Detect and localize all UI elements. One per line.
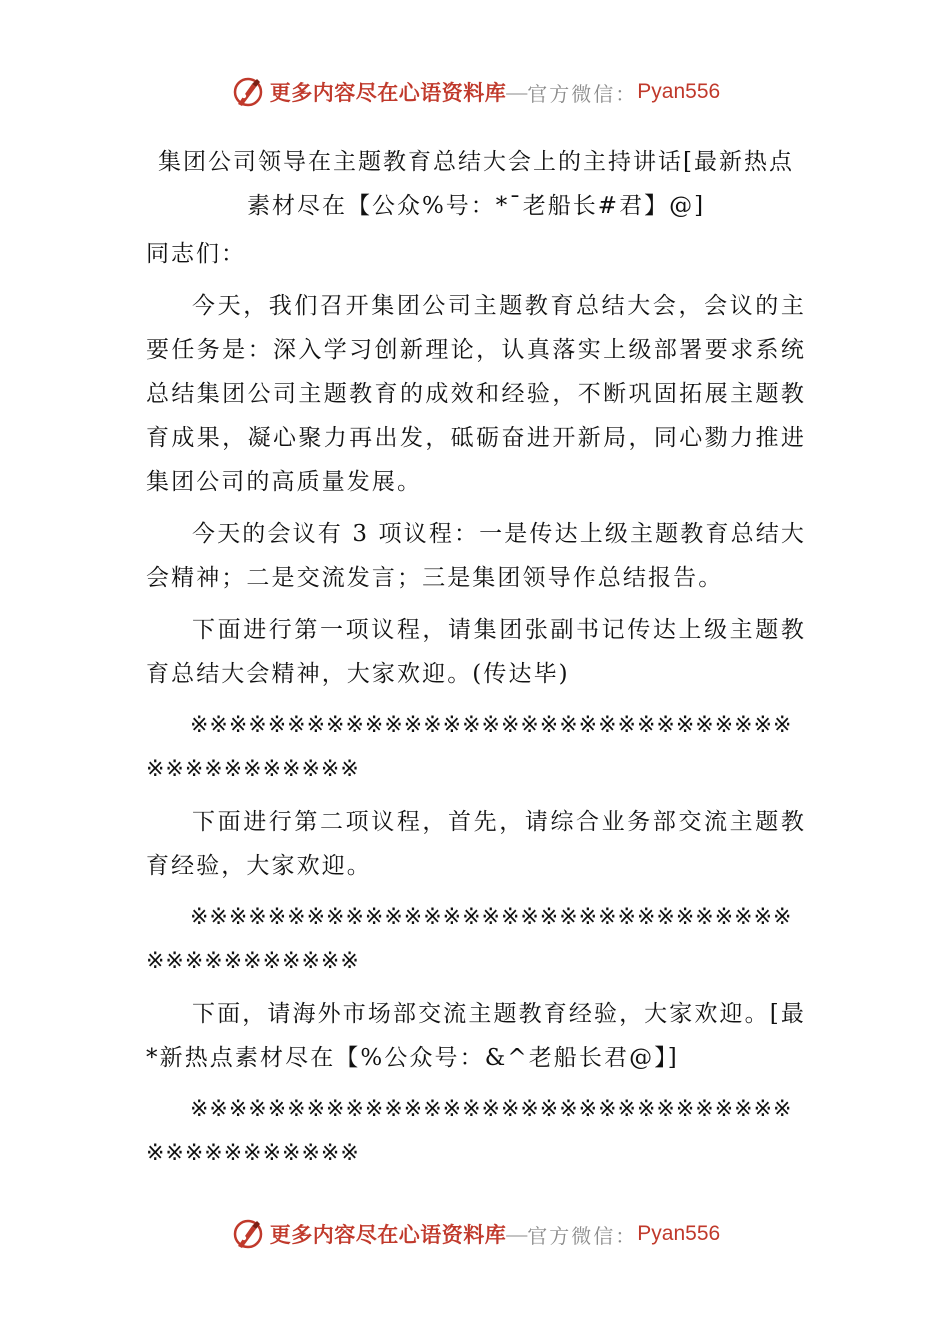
- document-title-line-1: 集团公司领导在主题教育总结大会上的主持讲话[最新热点: [158, 149, 794, 175]
- banner-subtext: 官方微信：: [527, 1223, 638, 1248]
- banner-subtext: 官方微信：: [527, 81, 638, 106]
- banner-text: 更多内容尽在心语资料库: [269, 80, 507, 105]
- separator-stars-2: ※※※※※※※※※※※※※※※※※※※※※※※※※※※※※※※※※※※※※※※※※※: [146, 905, 793, 974]
- paragraph-item-two: 下面进行第二项议程，首先，请综合业务部交流主题教育经验，大家欢迎。: [146, 809, 806, 879]
- pen-logo-icon: [230, 1216, 266, 1252]
- separator-stars-3: ※※※※※※※※※※※※※※※※※※※※※※※※※※※※※※※※※※※※※※※※※※: [146, 1097, 793, 1166]
- footer-banner[interactable]: [0, 1214, 950, 1254]
- paragraph-opening: 今天，我们召开集团公司主题教育总结大会，会议的主要任务是：深入学习创新理论，认真落实上级部署要求系统总结集团公司主题教育的成效和经验，不断巩固拓展主题教育成果，凝心聚力再出发，砥砺奋进开新局，同心勠力推进集团公司的高质量发展。: [146, 293, 806, 495]
- banner-dash: —: [506, 1221, 528, 1246]
- separator-stars-1: ※※※※※※※※※※※※※※※※※※※※※※※※※※※※※※※※※※※※※※※※※※: [146, 713, 793, 782]
- paragraph-overseas: 下面，请海外市场部交流主题教育经验，大家欢迎。[最*新热点素材尽在【%公众号：&^老船长君@】]: [146, 1001, 806, 1071]
- banner-text: 更多内容尽在心语资料库: [269, 1222, 507, 1247]
- banner-wechat-id: Pyan556: [637, 80, 721, 103]
- document-title-line-2: 素材尽在【公众%号：*¯老船长#君】@]: [246, 193, 706, 219]
- greeting: 同志们：: [146, 241, 246, 267]
- paragraph-agenda: 今天的会议有 3 项议程：一是传达上级主题教育总结大会精神；二是交流发言；三是集团领导作总结报告。: [146, 521, 806, 591]
- header-banner[interactable]: [0, 72, 950, 112]
- pen-logo-icon: [230, 74, 266, 110]
- banner-dash: —: [506, 79, 528, 104]
- banner-wechat-id: Pyan556: [637, 1222, 721, 1245]
- document-body: [146, 140, 806, 1184]
- paragraph-item-one: 下面进行第一项议程，请集团张副书记传达上级主题教育总结大会精神，大家欢迎。(传达毕): [146, 617, 806, 687]
